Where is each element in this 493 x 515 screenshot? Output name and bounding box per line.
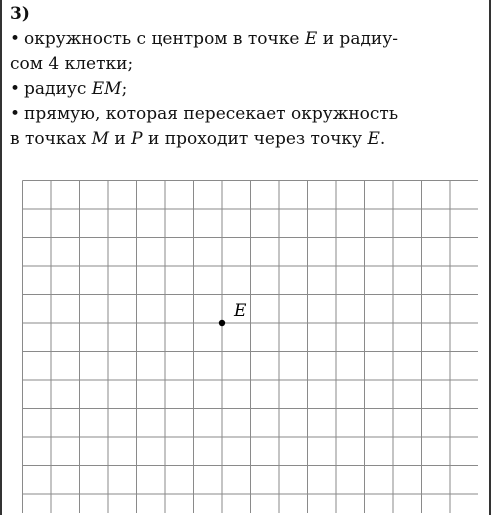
task-line-1-var: E [304,29,318,49]
task-line-5-text-c: . [379,129,386,149]
grid-canvas [22,180,478,513]
task-line-5-text-a: в точках [10,129,92,149]
point-e-label: E [234,301,247,321]
task-line-4 [10,102,486,127]
task-text [10,2,486,152]
task-line-4-text: прямую, которая пересекает окружность [24,104,399,124]
task-line-5-var-p: P [131,129,143,149]
bullet-icon: • [10,79,21,99]
task-line-5-var-m: M [91,129,110,149]
task-line-1-text-b: и радиу- [317,29,398,49]
task-line-5-var-e: E [367,129,380,149]
point-e [219,320,225,326]
task-line-5-text-b: и проходит через точку [142,129,368,149]
task-line-2: сом 4 клетки; [10,54,134,74]
task-line-5-text-mid: и [109,129,132,149]
task-line-1 [10,27,486,52]
bullet-icon: • [10,29,21,49]
grid-area [22,180,478,513]
task-number: 3) [10,4,30,24]
task-line-3-text-b: ; [121,79,128,99]
bullet-icon: • [10,104,21,124]
task-line-5 [10,127,486,152]
task-line-3-var: EM [91,79,122,99]
task-line-3 [10,77,486,102]
grid-lines [23,181,479,514]
task-line-1-text-a: окружность с центром в точке [24,29,305,49]
task-line-3-text-a: радиус [24,79,92,99]
